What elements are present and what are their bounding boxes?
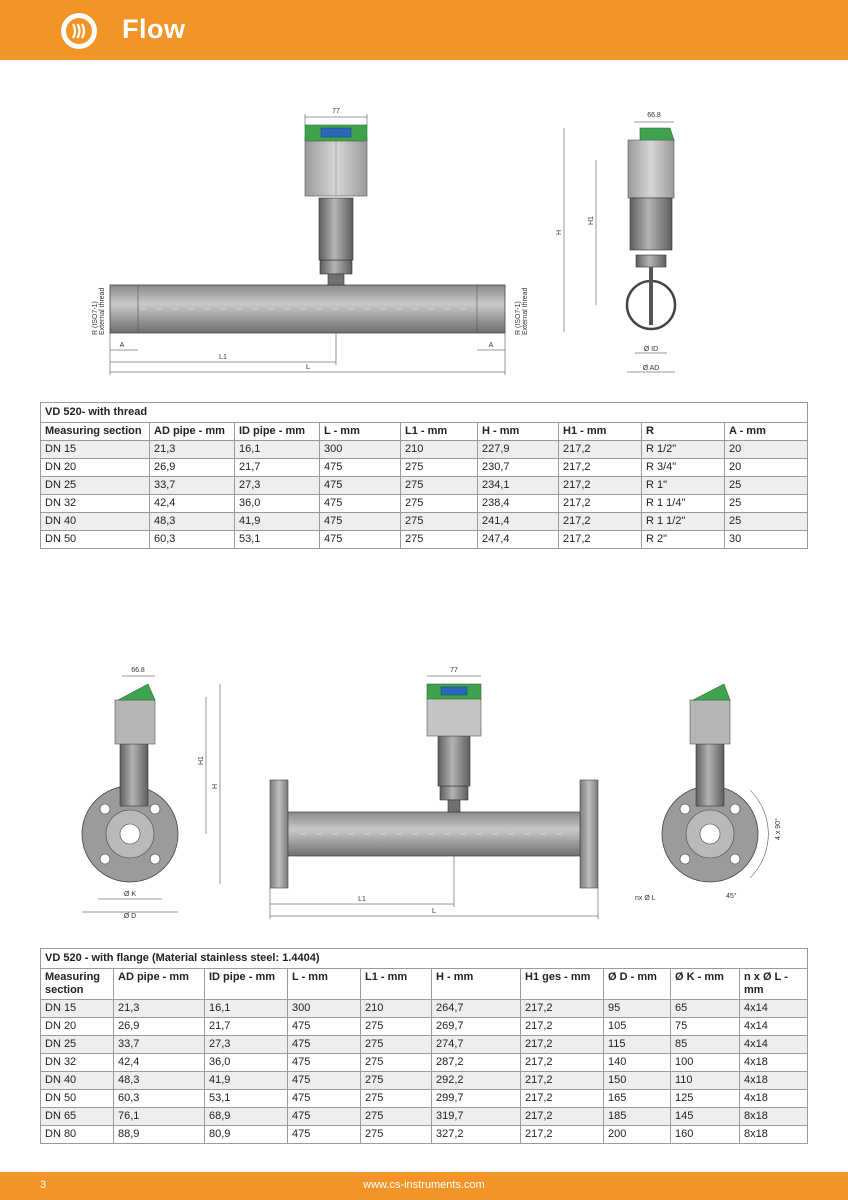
table-cell: 292,2 [432,1072,521,1090]
table-cell: 16,1 [205,1000,288,1018]
table-cell: 27,3 [205,1036,288,1054]
table-cell: 217,2 [559,477,642,495]
table-cell: 80,9 [205,1126,288,1144]
table-row [41,1108,808,1126]
page-number: 3 [40,1179,47,1191]
thread-label-left-2: External thread [99,287,106,335]
table-cell: 475 [320,513,401,531]
dim-45: 45° [726,893,737,900]
page-title: Flow [122,14,186,44]
dim-a-left: A [119,342,125,349]
table-cell: 145 [671,1108,740,1126]
table-cell: 150 [604,1072,671,1090]
table-cell: 60,3 [114,1090,205,1108]
flange-drawing [60,662,800,924]
table-cell: DN 32 [41,1054,114,1072]
table-cell: 8x18 [740,1108,808,1126]
table-cell: 275 [361,1036,432,1054]
table-cell: 275 [361,1108,432,1126]
table-cell: DN 25 [41,1036,114,1054]
table-row [41,495,808,513]
table-cell: 275 [361,1126,432,1144]
dim-k: Ø K [123,891,137,898]
thread-label-right: R (ISO7-1) [515,301,522,335]
table-row [41,1036,808,1054]
table-cell: 475 [288,1072,361,1090]
table-cell: DN 20 [41,459,150,477]
table-cell: R 1 1/4" [642,495,725,513]
table-cell: 36,0 [235,495,320,513]
dim-l-2: L [432,908,436,915]
table-row [41,1072,808,1090]
table-cell: 230,7 [478,459,559,477]
table-cell: 110 [671,1072,740,1090]
table-cell: 327,2 [432,1126,521,1144]
table-cell: 475 [288,1108,361,1126]
table-cell: 26,9 [114,1018,205,1036]
flow-logo-icon [60,12,98,50]
table-cell: 475 [288,1054,361,1072]
table-cell: 30 [725,531,808,549]
table-cell: R 1/2" [642,441,725,459]
table-cell: DN 40 [41,1072,114,1090]
col-header: AD pipe - mm [114,969,205,1000]
table-cell: 88,9 [114,1126,205,1144]
table-cell: 33,7 [150,477,235,495]
table-cell: 217,2 [559,531,642,549]
dim-angle: 4 x 90° [775,818,782,840]
col-header: n x Ø L - mm [740,969,808,1000]
table-cell: 264,7 [432,1000,521,1018]
col-header: A - mm [725,423,808,441]
dim-h1-2: H1 [198,756,205,765]
table-cell: 21,3 [150,441,235,459]
table-cell: 217,2 [559,495,642,513]
dim-a-right: A [488,342,494,349]
table-cell: 475 [320,459,401,477]
table-cell: DN 80 [41,1126,114,1144]
table-cell: 4x14 [740,1036,808,1054]
table-cell: DN 15 [41,441,150,459]
col-header: L1 - mm [361,969,432,1000]
table-cell: DN 15 [41,1000,114,1018]
table-cell: 33,7 [114,1036,205,1054]
table-row [41,1018,808,1036]
table-cell: 26,9 [150,459,235,477]
table-cell: 217,2 [521,1072,604,1090]
page-footer [0,1172,848,1200]
thread-label-right-2: External thread [522,287,529,335]
table-cell: DN 40 [41,513,150,531]
col-header: ID pipe - mm [235,423,320,441]
col-header: H - mm [432,969,521,1000]
table-cell: 275 [401,531,478,549]
table-cell: 41,9 [235,513,320,531]
table-cell: 241,4 [478,513,559,531]
table-cell: 210 [401,441,478,459]
table-cell: 21,7 [205,1018,288,1036]
table-row [41,1000,808,1018]
table-cell: 210 [361,1000,432,1018]
table-cell: 100 [671,1054,740,1072]
table-cell: 217,2 [521,1018,604,1036]
table-cell: 275 [361,1018,432,1036]
table-cell: 48,3 [114,1072,205,1090]
table-cell: 475 [320,531,401,549]
col-header: AD pipe - mm [150,423,235,441]
table-cell: 42,4 [150,495,235,513]
table-cell: 475 [288,1090,361,1108]
table-cell: DN 20 [41,1018,114,1036]
table-cell: 125 [671,1090,740,1108]
thread-label-left: R (ISO7-1) [92,301,99,335]
table-cell: 247,4 [478,531,559,549]
table-cell: 8x18 [740,1126,808,1144]
dim-ad: Ø AD [642,365,660,372]
table-caption: VD 520- with thread [41,403,808,423]
dim-width-side-2: 66.8 [131,667,145,674]
dim-width-2: 77 [450,667,458,674]
table-cell: 275 [361,1072,432,1090]
table-cell: 75 [671,1018,740,1036]
table-cell: 53,1 [235,531,320,549]
table-cell: 76,1 [114,1108,205,1126]
table-cell: 65 [671,1000,740,1018]
table-cell: 299,7 [432,1090,521,1108]
footer-url: www.cs-instruments.com [363,1179,485,1191]
table-cell: 475 [288,1018,361,1036]
table-cell: 200 [604,1126,671,1144]
table-cell: 27,3 [235,477,320,495]
table-cell: 475 [320,477,401,495]
table-cell: 95 [604,1000,671,1018]
table-cell: 4x18 [740,1054,808,1072]
table-cell: 274,7 [432,1036,521,1054]
table-row [41,459,808,477]
table-row [41,1054,808,1072]
table-cell: 300 [320,441,401,459]
table-cell: 36,0 [205,1054,288,1072]
table-cell: 217,2 [559,513,642,531]
table-cell: 217,2 [521,1090,604,1108]
table-cell: DN 65 [41,1108,114,1126]
col-header: H1 - mm [559,423,642,441]
dim-l: L [306,364,310,371]
col-header: R [642,423,725,441]
table-cell: 475 [320,495,401,513]
table-cell: 300 [288,1000,361,1018]
table-cell: 160 [671,1126,740,1144]
table-cell: 4x14 [740,1018,808,1036]
table-cell: 185 [604,1108,671,1126]
table-header-row [41,423,808,441]
table-cell: 20 [725,441,808,459]
dim-h1: H1 [588,216,595,225]
table-cell: 165 [604,1090,671,1108]
table-cell: 21,3 [114,1000,205,1018]
table-cell: DN 50 [41,531,150,549]
table-cell: 105 [604,1018,671,1036]
col-header: Measuring section [41,969,114,1000]
table-cell: R 2" [642,531,725,549]
table-cell: 4x14 [740,1000,808,1018]
table-row [41,441,808,459]
table-cell: 4x18 [740,1072,808,1090]
dim-d: Ø D [123,913,137,920]
dim-id: Ø ID [643,346,659,353]
table-cell: 475 [288,1036,361,1054]
table-cell: 4x18 [740,1090,808,1108]
col-header: H1 ges - mm [521,969,604,1000]
table-cell: R 3/4" [642,459,725,477]
table-cell: 217,2 [521,1126,604,1144]
col-header: ID pipe - mm [205,969,288,1000]
table-cell: 68,9 [205,1108,288,1126]
dim-nxl: nx Ø L [635,895,656,902]
dim-l1-2: L1 [358,896,366,903]
col-header: H - mm [478,423,559,441]
table-cell: 217,2 [521,1036,604,1054]
table-cell: 275 [401,459,478,477]
table-cell: 217,2 [521,1000,604,1018]
col-header: Measuring section [41,423,150,441]
table-cell: 16,1 [235,441,320,459]
table-cell: 238,4 [478,495,559,513]
table-cell: DN 50 [41,1090,114,1108]
table-cell: 21,7 [235,459,320,477]
table-row [41,1090,808,1108]
col-header: Ø K - mm [671,969,740,1000]
dim-width-label: 77 [332,108,340,115]
thread-spec-table [40,402,808,549]
dim-l1: L1 [219,354,227,361]
table-cell: R 1 1/2" [642,513,725,531]
table-cell: 217,2 [521,1108,604,1126]
table-row [41,531,808,549]
table-cell: R 1" [642,477,725,495]
dim-h-2: H [212,783,219,789]
table-cell: DN 32 [41,495,150,513]
table-cell: 227,9 [478,441,559,459]
table-cell: 140 [604,1054,671,1072]
col-header: L - mm [320,423,401,441]
table-cell: 115 [604,1036,671,1054]
table-cell: 60,3 [150,531,235,549]
table-cell: 25 [725,495,808,513]
table-cell: 319,7 [432,1108,521,1126]
table-row [41,513,808,531]
thread-drawing [80,100,700,385]
table-cell: 275 [401,513,478,531]
table-cell: 217,2 [521,1054,604,1072]
table-cell: 234,1 [478,477,559,495]
dim-h: H [556,229,563,235]
table-cell: 25 [725,477,808,495]
table-cell: 217,2 [559,441,642,459]
col-header: Ø D - mm [604,969,671,1000]
dim-width-side: 66.8 [647,112,661,119]
table-cell: DN 25 [41,477,150,495]
table-row [41,477,808,495]
table-cell: 275 [401,477,478,495]
table-row [41,1126,808,1144]
table-cell: 275 [401,495,478,513]
table-cell: 41,9 [205,1072,288,1090]
table-cell: 275 [361,1090,432,1108]
table-cell: 287,2 [432,1054,521,1072]
table-cell: 53,1 [205,1090,288,1108]
table-cell: 475 [288,1126,361,1144]
page-header [0,0,848,60]
table-cell: 217,2 [559,459,642,477]
table-cell: 269,7 [432,1018,521,1036]
col-header: L - mm [288,969,361,1000]
col-header: L1 - mm [401,423,478,441]
table-cell: 25 [725,513,808,531]
table-cell: 48,3 [150,513,235,531]
table-cell: 85 [671,1036,740,1054]
table-caption: VD 520 - with flange (Material stainless steel: 1.4404) [41,949,808,969]
table-cell: 20 [725,459,808,477]
table-cell: 275 [361,1054,432,1072]
table-header-row [41,969,808,1000]
flange-spec-table [40,948,808,1144]
table-cell: 42,4 [114,1054,205,1072]
